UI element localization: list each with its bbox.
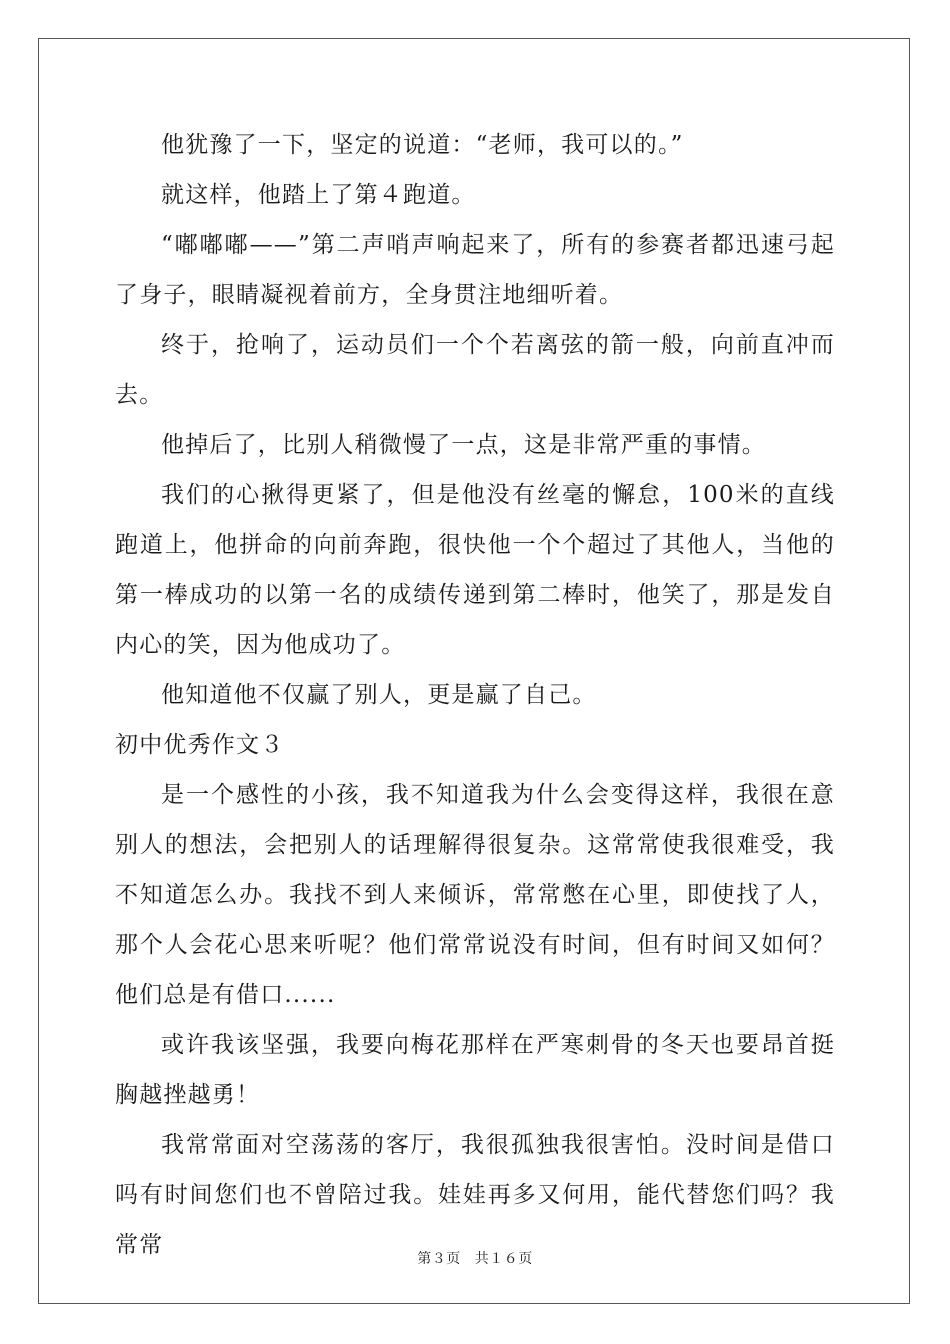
- page-number: 第３页: [417, 1251, 461, 1267]
- section-heading: 初中优秀作文３: [115, 732, 285, 758]
- paragraph: “嘟嘟嘟——”第二声哨声响起来了，所有的参赛者都迅速弓起了身子，眼睛凝视着前方，全身贯注地细听着。: [115, 232, 835, 308]
- paragraph: 他知道他不仅赢了别人，更是赢了自己。: [161, 682, 597, 708]
- document-body: [115, 120, 835, 1270]
- paragraph: 是一个感性的小孩，我不知道我为什么会变得这样，我很在意别人的想法，会把别人的话理解得很复杂。这常常使我很难受，我不知道怎么办。我找不到人来倾诉，常常憋在心里，即使找了人，那个人会花心思来听呢？他们常常说没有时间，但有时间又如何？他们总是有借口......: [115, 782, 835, 1008]
- paragraph: 我们的心揪得更紧了，但是他没有丝毫的懈怠，100米的直线跑道上，他拼命的向前奔跑，很快他一个个超过了其他人，当他的第一棒成功的以第一名的成绩传递到第二棒时，他笑了，那是发自内心的笑，因为他成功了。: [115, 482, 835, 658]
- paragraph: 他犹豫了一下，坚定的说道：“老师，我可以的。”: [161, 132, 684, 158]
- paragraph: 他掉后了，比别人稍微慢了一点，这是非常严重的事情。: [161, 432, 766, 458]
- paragraph: 终于，抢响了，运动员们一个个若离弦的箭一般，向前直冲而去。: [115, 332, 835, 408]
- page-total: 共１６页: [474, 1251, 533, 1267]
- page-footer: [0, 1248, 950, 1268]
- paragraph: 我常常面对空荡荡的客厅，我很孤独我很害怕。没时间是借口吗有时间您们也不曾陪过我。娃娃再多又何用，能代替您们吗？我常常: [115, 1132, 835, 1258]
- paragraph: 或许我该坚强，我要向梅花那样在严寒刺骨的冬天也要昂首挺胸越挫越勇！: [115, 1032, 835, 1108]
- paragraph: 就这样，他踏上了第４跑道。: [161, 182, 476, 208]
